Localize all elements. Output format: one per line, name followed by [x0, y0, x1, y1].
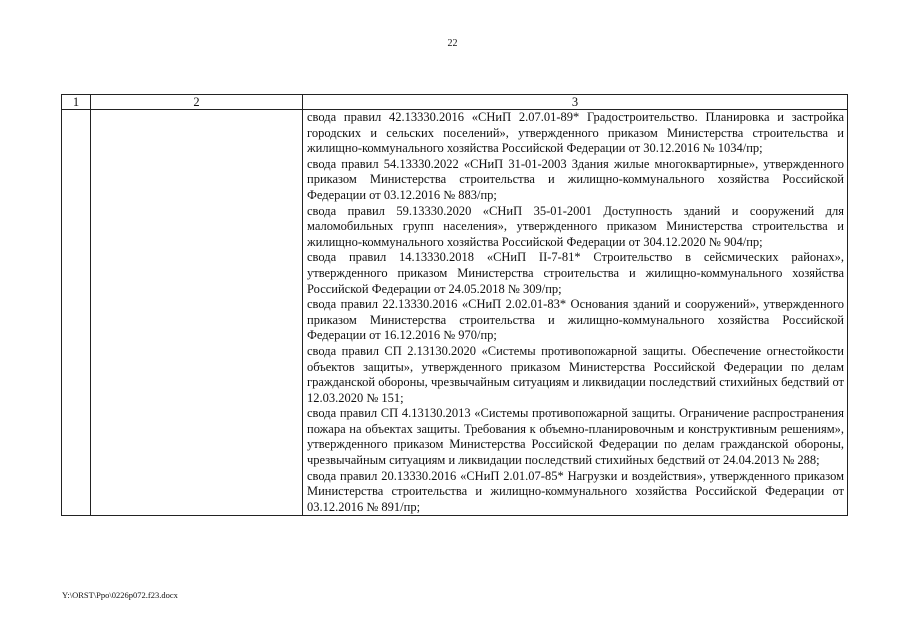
- column-header-3: 3: [303, 95, 848, 110]
- cell-column-1: [62, 110, 91, 516]
- regulation-entry: свода правил 14.13330.2018 «СНиП II-7-81* Строительство в сейсмических районах», утвержденного приказом Министерства строительства и жилищно-коммунального хозяйства Российской Федерации от 24.05.2018 № 309/пр;: [307, 250, 844, 296]
- regulation-entry: свода правил 22.13330.2016 «СНиП 2.02.01-83* Основания зданий и сооружений», утвержденного приказом Министерства строительства и жилищно-коммунального хозяйства Российской Федерации от 16.12.2016 № 970/пр;: [307, 297, 844, 343]
- regulation-entry: свода правил 59.13330.2020 «СНиП 35-01-2001 Доступность зданий и сооружений для маломобильных групп населения», утвержденного приказом Министерства строительства и жилищно-коммунального хозяйства Российской Федерации от 304.12.2020 № 904/пр;: [307, 203, 844, 249]
- regulation-entry: свода правил 42.13330.2016 «СНиП 2.07.01-89* Градостроительство. Планировка и застройка городских и сельских поселений», утвержденного приказом Министерства строительства и жилищно-коммунального хозяйства Российской Федерации от 30.12.2016 № 1034/пр;: [307, 110, 844, 156]
- cell-column-3: [303, 110, 848, 516]
- column-header-2: 2: [91, 95, 303, 110]
- regulation-entry: свода правил 54.13330.2022 «СНиП 31-01-2003 Здания жилые многоквартирные», утвержденного приказом Министерства строительства и жилищно-коммунального хозяйства Российской Федерации от 03.12.2016 № 883/пр;: [307, 156, 844, 202]
- page-number: 22: [447, 38, 458, 49]
- cell-column-2: [91, 110, 303, 516]
- regulation-entry: свода правил СП 2.13130.2020 «Системы противопожарной защиты. Обеспечение огнестойкости объектов защиты», утвержденного приказом Министерства Российской Федерации по делам гражданской обороны, чрезвычайным ситуациям и ликвидации последствий стихийных бедствий от 12.03.2020 № 151;: [307, 343, 844, 405]
- table-header-row: [62, 95, 848, 110]
- regulation-entry: свода правил СП 4.13130.2013 «Системы противопожарной защиты. Ограничение распространения пожара на объектах защиты. Требования к объемно-планировочным и конструктивным решениям», утвержденного приказом Министерства Российской Федерации по делам гражданской обороны, чрезвычайным ситуациям и ликвидации последствий стихийных бедствий от 24.04.2013 № 288;: [307, 406, 844, 468]
- document-table: [61, 94, 848, 516]
- table-row: [62, 110, 848, 516]
- column-header-1: 1: [62, 95, 91, 110]
- regulation-entry: свода правил 20.13330.2016 «СНиП 2.01.07-85* Нагрузки и воздействия», утвержденного приказом Министерства строительства и жилищно-коммунального хозяйства Российской Федерации от 03.12.2016 № 891/пр;: [307, 468, 844, 514]
- footer-file-path: Y:\ORST\Ppo\0226p072.f23.docx: [62, 590, 178, 600]
